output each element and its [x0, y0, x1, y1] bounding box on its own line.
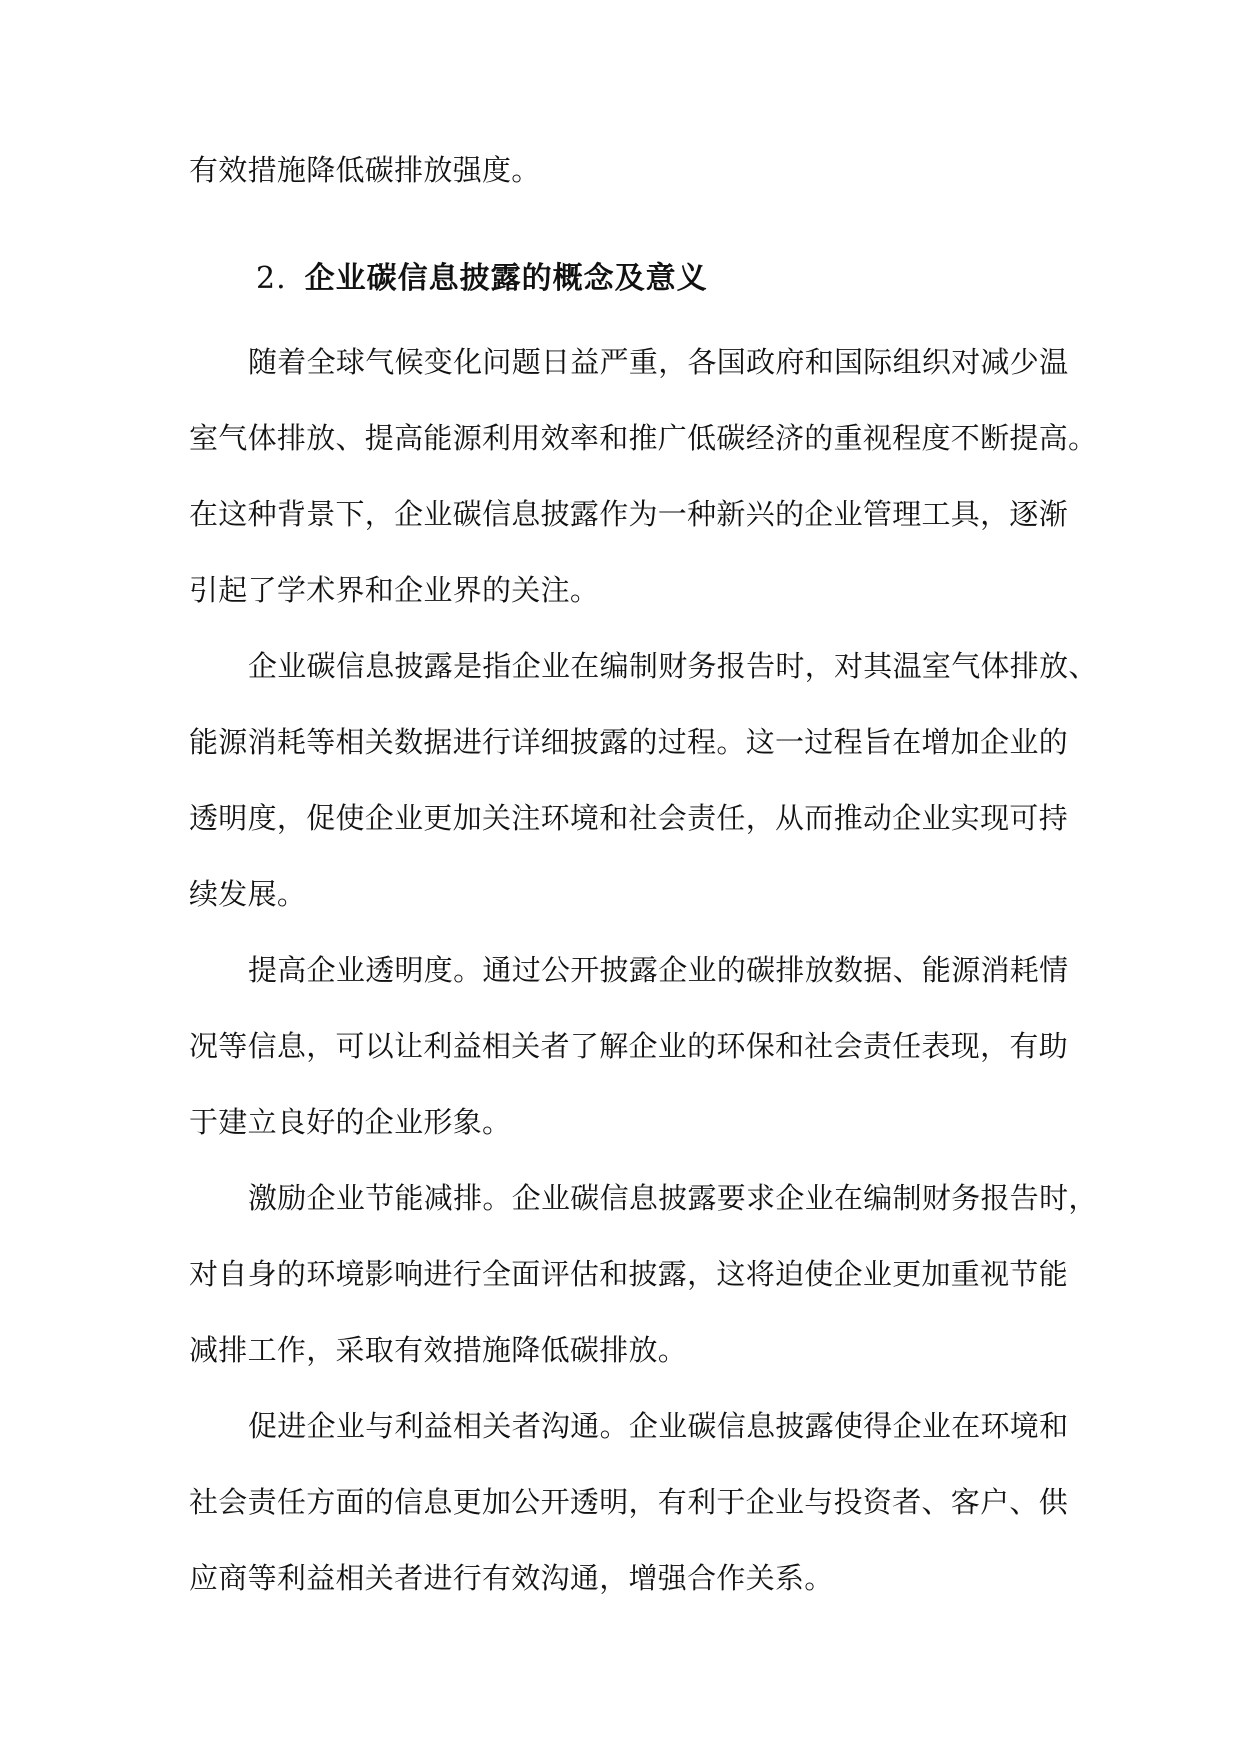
- paragraph-5-line-2: 社会责任方面的信息更加公开透明，有利于企业与投资者、客户、供: [189, 1485, 1069, 1519]
- section-number: 2.: [256, 261, 287, 296]
- paragraph-2-line-2: 能源消耗等相关数据进行详细披露的过程。这一过程旨在增加企业的: [189, 725, 1069, 759]
- paragraph-2-line-4: 续发展。: [189, 877, 307, 911]
- continuation-line: 有效措施降低碳排放强度。: [189, 153, 541, 187]
- paragraph-5-line-3: 应商等利益相关者进行有效沟通，增强合作关系。: [189, 1561, 834, 1595]
- paragraph-3-line-2: 况等信息，可以让利益相关者了解企业的环保和社会责任表现，有助: [189, 1029, 1069, 1063]
- paragraph-1-line-4: 引起了学术界和企业界的关注。: [189, 573, 600, 607]
- paragraph-2-line-3: 透明度，促使企业更加关注环境和社会责任，从而推动企业实现可持: [189, 801, 1069, 835]
- section-title: 企业碳信息披露的概念及意义: [304, 261, 708, 296]
- paragraph-1-line-2: 室气体排放、提高能源利用效率和推广低碳经济的重视程度不断提高。: [189, 421, 1098, 455]
- paragraph-2-line-1: 企业碳信息披露是指企业在编制财务报告时，对其温室气体排放、: [248, 649, 1098, 683]
- paragraph-1-line-1: 随着全球气候变化问题日益严重，各国政府和国际组织对减少温: [248, 345, 1069, 379]
- paragraph-1-line-3: 在这种背景下，企业碳信息披露作为一种新兴的企业管理工具，逐渐: [189, 497, 1069, 531]
- paragraph-4-line-3: 减排工作，采取有效措施降低碳排放。: [189, 1333, 688, 1367]
- paragraph-4-line-2: 对自身的环境影响进行全面评估和披露，这将迫使企业更加重视节能: [189, 1257, 1069, 1291]
- paragraph-5-line-1: 促进企业与利益相关者沟通。企业碳信息披露使得企业在环境和: [248, 1409, 1069, 1443]
- paragraph-4-line-1: 激励企业节能减排。企业碳信息披露要求企业在编制财务报告时，: [248, 1181, 1098, 1215]
- paragraph-3-line-1: 提高企业透明度。通过公开披露企业的碳排放数据、能源消耗情: [248, 953, 1069, 987]
- paragraph-3-line-3: 于建立良好的企业形象。: [189, 1105, 512, 1139]
- section-heading: [256, 259, 708, 299]
